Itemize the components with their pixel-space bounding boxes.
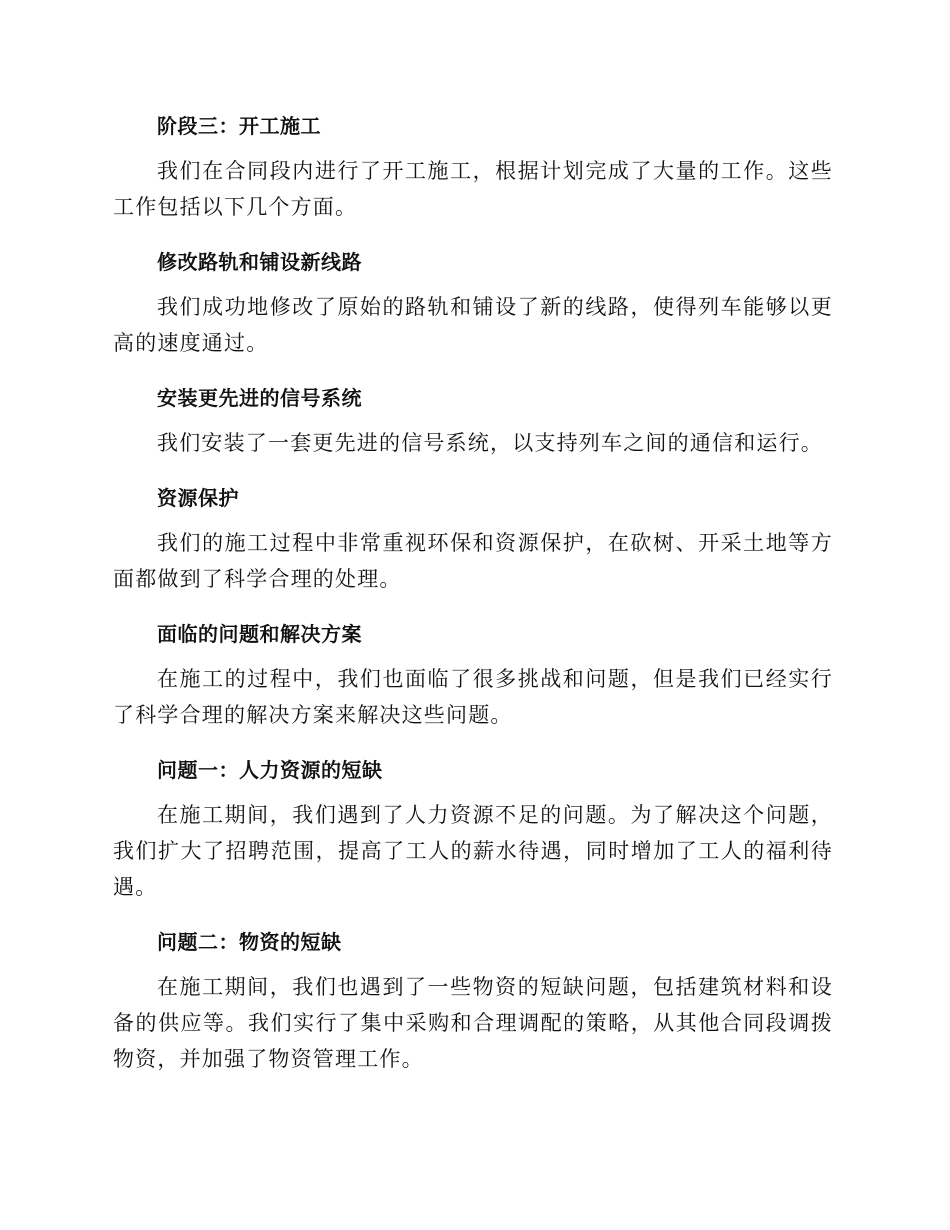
section-heading-stage-three: 阶段三：开工施工	[157, 114, 321, 138]
section-paragraph-track-modification: 我们成功地修改了原始的路轨和铺设了新的线路，使得列车能够以更高的速度通过。	[113, 295, 833, 355]
section-heading-resource-protection: 资源保护	[157, 486, 239, 510]
section-heading-problem-two: 问题二：物资的短缺	[157, 930, 342, 954]
document-page	[113, 108, 833, 1096]
section-heading-track-modification: 修改路轨和铺设新线路	[157, 250, 362, 274]
section-heading-problems-solutions: 面临的问题和解决方案	[157, 622, 362, 646]
section-paragraph-signal-system: 我们安装了一套更先进的信号系统，以支持列车之间的通信和运行。	[157, 431, 823, 455]
section-heading-signal-system: 安装更先进的信号系统	[157, 386, 362, 410]
section-paragraph-problem-two: 在施工期间，我们也遇到了一些物资的短缺问题，包括建筑材料和设备的供应等。我们实行了集中采购和合理调配的策略，从其他合同段调拨物资，并加强了物资管理工作。	[113, 975, 833, 1071]
section-paragraph-resource-protection: 我们的施工过程中非常重视环保和资源保护，在砍树、开采土地等方面都做到了科学合理的处理。	[113, 531, 833, 591]
section-paragraph-problems-solutions: 在施工的过程中，我们也面临了很多挑战和问题，但是我们已经实行了科学合理的解决方案来解决这些问题。	[113, 667, 833, 727]
section-paragraph-problem-one: 在施工期间，我们遇到了人力资源不足的问题。为了解决这个问题，我们扩大了招聘范围，提高了工人的薪水待遇，同时增加了工人的福利待遇。	[113, 803, 833, 899]
section-paragraph-stage-three: 我们在合同段内进行了开工施工，根据计划完成了大量的工作。这些工作包括以下几个方面。	[113, 159, 833, 219]
section-heading-problem-one: 问题一：人力资源的短缺	[157, 758, 383, 782]
